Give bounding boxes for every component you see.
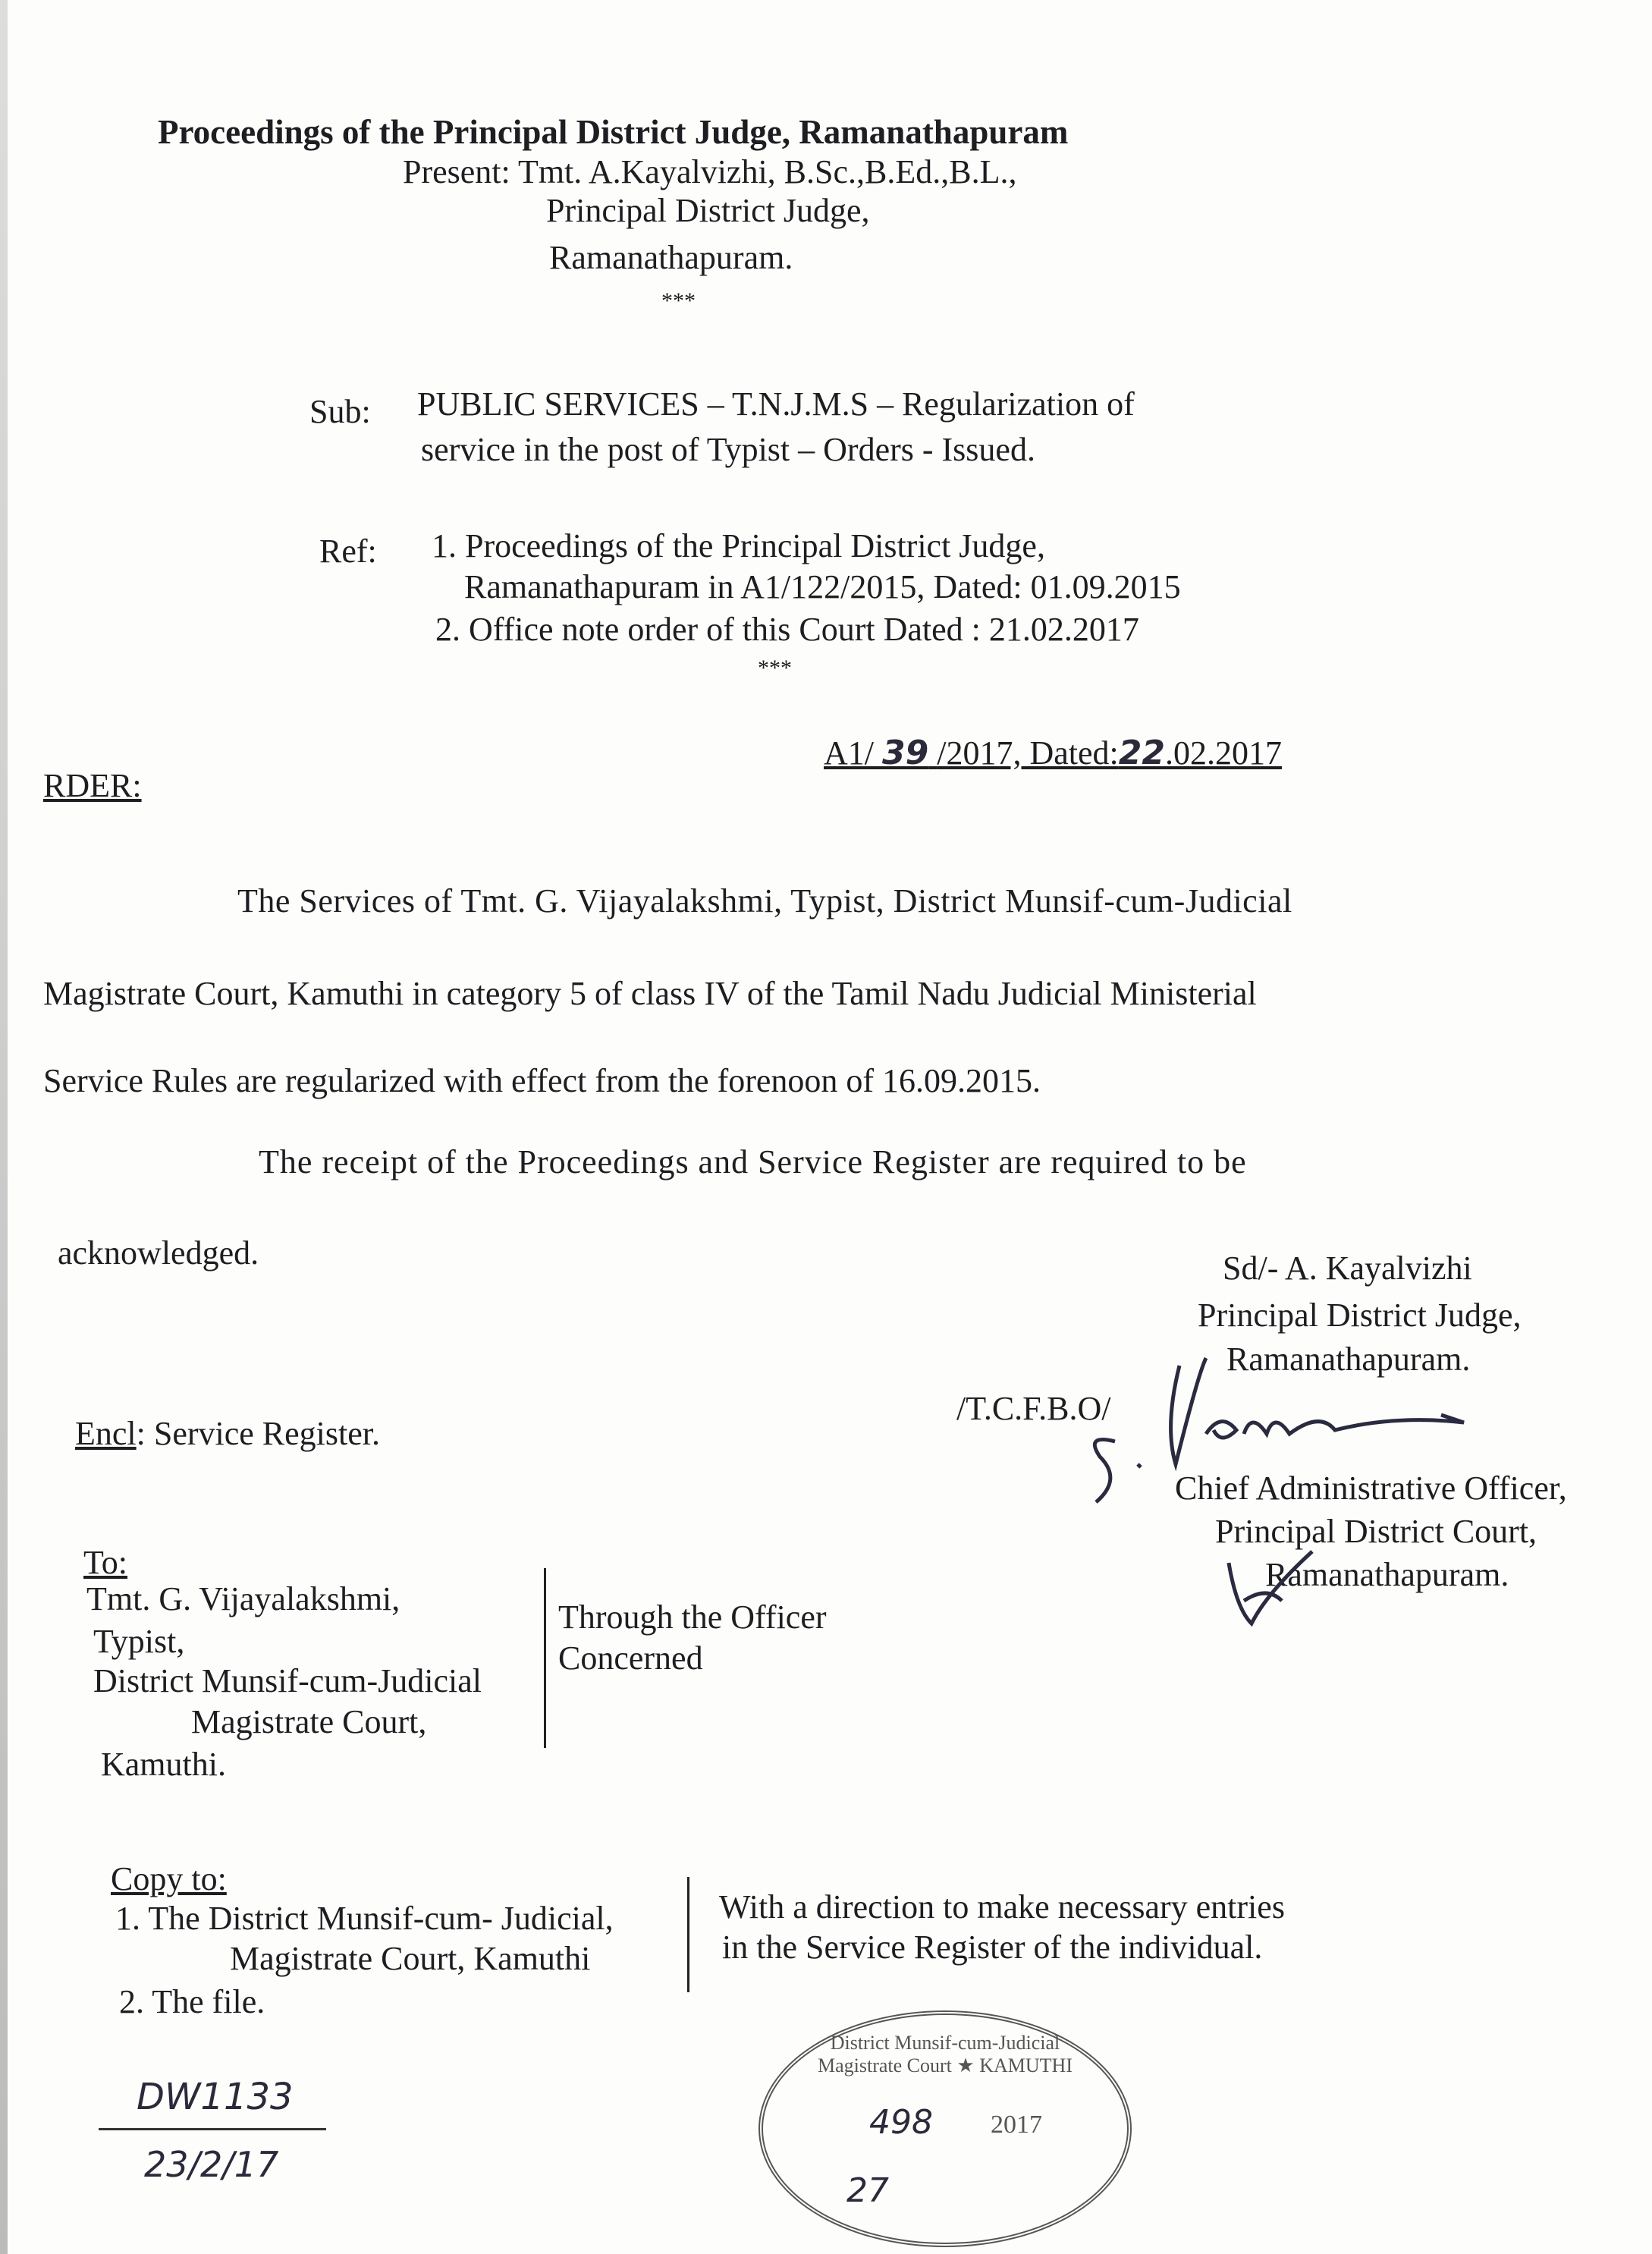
subject-line-2: service in the post of Typist – Orders - Issued. <box>421 431 1035 468</box>
subject-label: Sub: <box>309 393 371 430</box>
officer-place: Ramanathapuram. <box>1265 1556 1509 1593</box>
to-line-2: Typist, <box>93 1623 185 1660</box>
order-number-suffix: /2017, Dated: <box>937 734 1119 772</box>
order-heading: RDER: <box>43 767 142 804</box>
order-paragraph-2-line-2: acknowledged. <box>58 1234 259 1272</box>
tcfbo-mark: /T.C.F.B.O/ <box>956 1390 1111 1427</box>
signatory-name: Sd/- A. Kayalvizhi <box>1223 1250 1472 1287</box>
stamp-day: 27 <box>846 2171 889 2210</box>
order-number <box>824 734 1282 772</box>
order-paragraph-1-line-3: Service Rules are regularized with effect from the forenoon of 16.09.2015. <box>43 1062 1041 1099</box>
court-seal-stamp <box>758 2010 1132 2247</box>
order-paragraph-1-line-2: Magistrate Court, Kamuthi in category 5 of class IV of the Tamil Nadu Judicial Ministerial <box>43 975 1257 1012</box>
reference-line-1: 1. Proceedings of the Principal District Judge, <box>432 527 1045 564</box>
proceedings-title: Proceedings of the Principal District Judge, Ramanathapuram <box>158 113 1069 151</box>
signatory-place: Ramanathapuram. <box>1226 1341 1471 1378</box>
stamp-year: 2017 <box>991 2111 1042 2139</box>
judge-designation: Principal District Judge, <box>546 192 870 229</box>
copy-to-item-1-line-1: 1. The District Munsif-cum- Judicial, <box>115 1900 614 1937</box>
officer-designation: Chief Administrative Officer, <box>1175 1470 1567 1507</box>
order-number-handwritten: 39 <box>882 734 929 772</box>
present-line: Present: Tmt. A.Kayalvizhi, B.Sc.,B.Ed.,B.L., <box>403 153 1017 190</box>
divider-line <box>687 1877 689 1992</box>
handwritten-underline <box>99 2128 326 2130</box>
initials-mark <box>1214 1548 1320 1631</box>
handwritten-date: 23/2/17 <box>144 2144 279 2185</box>
stamp-number: 498 <box>869 2103 933 2142</box>
order-number-prefix: A1/ <box>824 734 874 772</box>
through-line-2: Concerned <box>558 1639 703 1677</box>
order-date-rest: .02.2017 <box>1164 734 1282 772</box>
copy-to-item-2: 2. The file. <box>119 1983 265 2020</box>
officer-court: Principal District Court, <box>1215 1513 1537 1550</box>
to-line-4: Magistrate Court, <box>191 1703 427 1740</box>
to-line-5: Kamuthi. <box>101 1746 226 1783</box>
divider-line <box>544 1568 546 1748</box>
stamp-text: District Munsif-cum-Judicial Magistrate Court ★ KAMUTHI <box>818 2032 1073 2076</box>
separator: *** <box>661 288 696 313</box>
signatory-designation: Principal District Judge, <box>1198 1297 1522 1334</box>
order-paragraph-2-line-1: The receipt of the Proceedings and Service Register are required to be <box>259 1143 1247 1180</box>
direction-line-1: With a direction to make necessary entries <box>719 1888 1285 1925</box>
to-line-1: Tmt. G. Vijayalakshmi, <box>86 1580 400 1617</box>
order-paragraph-1-line-1: The Services of Tmt. G. Vijayalakshmi, Typist, District Munsif-cum-Judicial <box>237 882 1292 920</box>
reference-label: Ref: <box>319 533 377 570</box>
separator: *** <box>758 655 792 681</box>
handwritten-dw-number: DW1133 <box>137 2076 294 2118</box>
enclosure <box>75 1417 380 1451</box>
enclosure-label: Encl <box>75 1415 137 1452</box>
order-date-day-handwritten: 22 <box>1118 734 1165 772</box>
to-label: To: <box>83 1544 128 1581</box>
enclosure-text: : Service Register. <box>136 1415 381 1452</box>
copy-to-label: Copy to: <box>111 1860 227 1897</box>
judge-place: Ramanathapuram. <box>549 239 793 276</box>
subject-line-1: PUBLIC SERVICES – T.N.J.M.S – Regularization of <box>417 385 1135 423</box>
reference-line-3: 2. Office note order of this Court Dated : 21.02.2017 <box>435 611 1139 648</box>
reference-line-2: Ramanathapuram in A1/122/2015, Dated: 01.09.2015 <box>464 568 1181 605</box>
through-line-1: Through the Officer <box>558 1599 827 1636</box>
direction-line-2: in the Service Register of the individual. <box>722 1929 1263 1966</box>
to-line-3: District Munsif-cum-Judicial <box>93 1662 482 1699</box>
copy-to-item-1-line-2: Magistrate Court, Kamuthi <box>230 1940 591 1977</box>
